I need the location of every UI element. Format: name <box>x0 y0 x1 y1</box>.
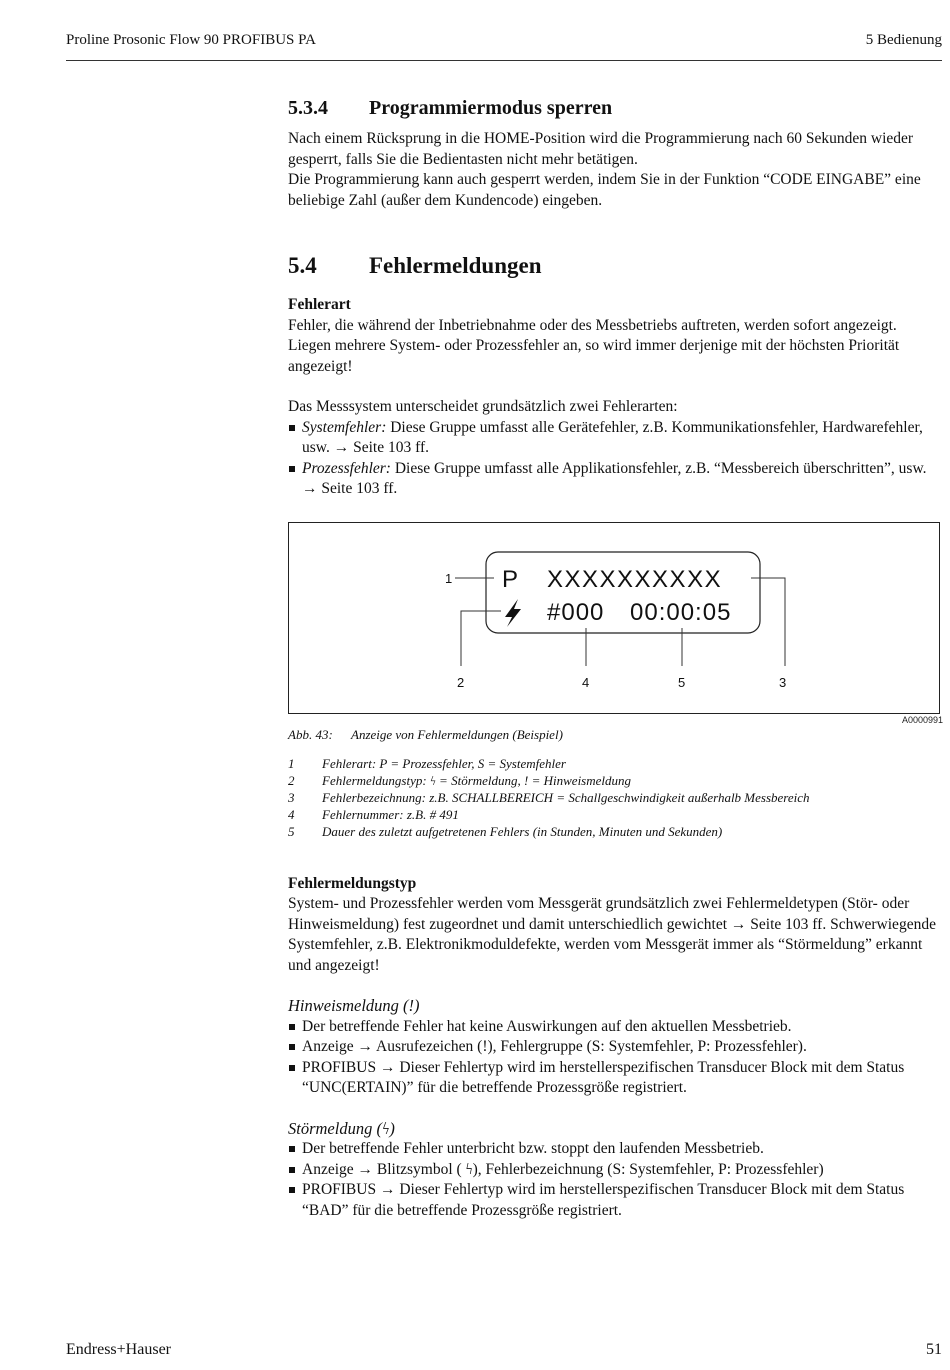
callout-line <box>751 578 785 666</box>
section-5-3-4-heading <box>288 95 943 121</box>
legend-number: 3 <box>288 789 295 805</box>
callout-label: 2 <box>457 674 465 690</box>
caption-label: Abb. 43: <box>288 726 333 742</box>
legend-item <box>288 755 943 772</box>
legend-item <box>288 806 943 823</box>
list-item: Der betreffende Fehler hat keine Auswirkungen auf den aktuellen Messbetrieb. <box>288 1017 943 1038</box>
section-5-4-heading <box>288 251 943 281</box>
lightning-icon <box>505 599 521 627</box>
paragraph: Die Programmierung kann auch gesperrt werden, indem Sie in der Funktion “CODE EINGABE” eine beliebige Zahl (außer dem Kundencode) eingeben. <box>288 171 921 209</box>
legend-number: 4 <box>288 806 295 822</box>
legend-number: 1 <box>288 755 295 771</box>
figure-caption <box>288 726 943 743</box>
figure-id: A0000991 <box>901 714 943 725</box>
page-header <box>66 32 942 61</box>
legend-item <box>288 789 943 806</box>
error-display-figure <box>288 522 940 714</box>
footer-company: Endress+Hauser <box>66 1341 171 1358</box>
subheading-hinweismeldung: Hinweismeldung (!) <box>288 996 420 1015</box>
subheading-stoermeldung: Störmeldung (ϟ) <box>288 1118 395 1138</box>
list-item <box>288 459 943 500</box>
subheading-fehlermeldungstyp: Fehlermeldungstyp <box>288 874 417 892</box>
bullet-list <box>288 1139 943 1221</box>
figure-legend <box>288 755 943 840</box>
callout-label: 5 <box>678 674 686 690</box>
list-item: Anzeige → Ausrufezeichen (!), Fehlergruppe (S: Systemfehler, P: Prozessfehler). <box>288 1037 943 1058</box>
section-title: Fehlermeldungen <box>369 253 542 278</box>
display-error-time: 00:00:05 <box>630 598 732 626</box>
list-item: Der betreffende Fehler unterbricht bzw. stoppt den laufenden Messbetrieb. <box>288 1139 943 1160</box>
section-number: 5.4 <box>288 253 317 278</box>
list-item <box>288 418 943 459</box>
section-title: Programmiermodus sperren <box>369 97 613 119</box>
page-footer <box>66 1341 942 1359</box>
term-text: Diese Gruppe umfasst alle Applikationsfehler, z.B. “Messbereich überschritten”, usw. → Seite 103 ff. <box>302 459 927 497</box>
bullet-list <box>288 1017 943 1099</box>
list-item: Anzeige → Blitzsymbol ( ϟ), Fehlerbezeichnung (S: Systemfehler, P: Prozessfehler) <box>288 1160 943 1181</box>
callout-label: 3 <box>779 674 787 690</box>
legend-text: Dauer des zuletzt aufgetretenen Fehlers (in Stunden, Minuten und Sekunden) <box>322 823 723 839</box>
term: Prozessfehler: <box>302 459 391 477</box>
callout-line <box>461 611 501 666</box>
page-number: 51 <box>926 1341 942 1358</box>
bullet-list <box>288 418 943 500</box>
callout-label: 1 <box>445 570 453 586</box>
subheading-fehlerart: Fehlerart <box>288 296 351 313</box>
term: Systemfehler: <box>302 418 387 436</box>
section-number: 5.3.4 <box>288 97 328 119</box>
paragraph: System- und Prozessfehler werden vom Messgerät grundsätzlich zwei Fehlermeldetypen (Stör- oder Hinweismeldung) fest zugeordnet und damit unterschiedlich gewichtet → Seite 103 ff. Schwerwiegende Systemfehler, z.B. Elektronikmoduldefekte, werden vom Messgerät immer als “Störmeldung” erkannt und angezeigt! <box>288 895 936 974</box>
term-text: Diese Gruppe umfasst alle Gerätefehler, z.B. Kommunikationsfehler, Hardwarefehler, usw. → Seite 103 ff. <box>302 418 923 456</box>
caption-text: Anzeige von Fehlermeldungen (Beispiel) <box>351 726 563 742</box>
legend-text: Fehlermeldungstyp: ϟ = Störmeldung, ! = Hinweismeldung <box>322 772 632 788</box>
display-diagram <box>289 523 941 715</box>
paragraph: Das Messsystem unterscheidet grundsätzlich zwei Fehlerarten: <box>288 398 678 415</box>
legend-text: Fehlerart: P = Prozessfehler, S = Systemfehler <box>322 755 566 771</box>
legend-item <box>288 772 943 789</box>
legend-text: Fehlernummer: z.B. # 491 <box>322 806 459 822</box>
list-item: PROFIBUS → Dieser Fehlertyp wird im herstellerspezifischen Transducer Block mit dem Status “BAD” für die betreffende Prozessgröße registriert. <box>288 1180 943 1221</box>
display-error-name: XXXXXXXXXX <box>547 565 723 593</box>
legend-text: Fehlerbezeichnung: z.B. SCHALLBEREICH = Schallgeschwindigkeit außerhalb Messbereich <box>322 789 810 805</box>
legend-number: 5 <box>288 823 295 839</box>
display-error-number: #000 <box>547 598 605 626</box>
page-content <box>288 95 943 1221</box>
legend-number: 2 <box>288 772 295 788</box>
display-error-type: P <box>502 565 519 593</box>
callout-label: 4 <box>582 674 590 690</box>
paragraph: Nach einem Rücksprung in die HOME-Position wird die Programmierung nach 60 Sekunden wieder gesperrt, falls Sie die Bedientasten nicht mehr betätigen. <box>288 130 914 168</box>
paragraph: Fehler, die während der Inbetriebnahme oder des Messbetriebs auftreten, werden sofort angezeigt. Liegen mehrere System- oder Prozessfehler an, so wird immer derjenige mit der höchsten Priorität angezeigt! <box>288 316 900 375</box>
header-product: Proline Prosonic Flow 90 PROFIBUS PA <box>66 32 316 48</box>
legend-item <box>288 823 943 840</box>
list-item: PROFIBUS → Dieser Fehlertyp wird im herstellerspezifischen Transducer Block mit dem Status “UNC(ERTAIN)” für die betreffende Prozessgröße registriert. <box>288 1058 943 1099</box>
header-chapter: 5 Bedienung <box>865 32 942 48</box>
